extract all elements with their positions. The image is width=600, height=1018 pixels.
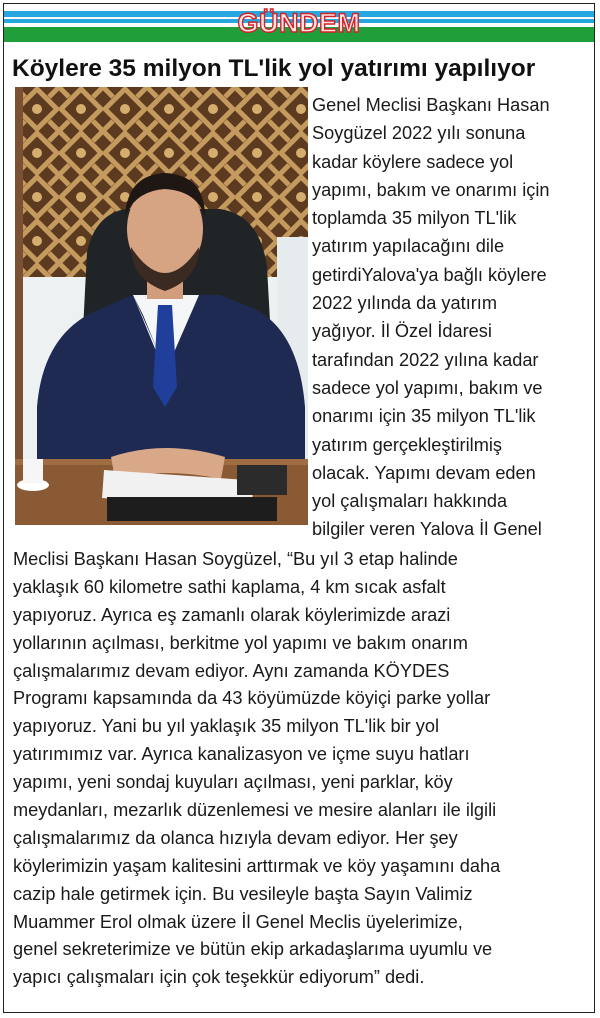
section-title: GÜNDEM — [237, 8, 361, 38]
body-line: onarımı için 35 milyon TL'lik — [312, 406, 536, 427]
portrait-illustration — [15, 87, 308, 525]
body-line: 2022 yılında da yatırım — [312, 293, 498, 314]
body-line: yapıyoruz. Yani bu yıl yaklaşık 35 milyon TL'lik bir yol — [13, 716, 440, 737]
body-line: yapıyoruz. Ayrıca eş zamanlı olarak köylerimizde arazi — [13, 604, 451, 625]
section-banner — [4, 4, 594, 42]
body-line: yağıyor. İl Özel İdaresi — [312, 321, 492, 342]
body-line: genel sekreterimize ve bütün ekip arkadaşlarıma uyumlu ve — [13, 939, 493, 960]
body-line: çalışmalarımız da olanca hızıyla devam ediyor. Her şey — [13, 827, 458, 848]
body-line: yollarının açılması, berkitme yol yapımı ve bakım onarım — [13, 632, 468, 653]
body-line: yatırımımız var. Ayrıca kanalizasyon ve içme suyu hatları — [13, 744, 470, 765]
body-line: tarafından 2022 yılına kadar — [312, 349, 539, 370]
body-line: köylerimizin yaşam kalitesini arttırmak ve köy yaşamını daha — [13, 855, 501, 876]
body-line: Programı kapsamında da 43 köyümüzde köyiçi parke yollar — [13, 688, 491, 709]
body-line: yatırım gerçekleştirilmiş — [312, 434, 502, 455]
body-line: kadar köylere sadece yol — [312, 151, 514, 172]
body-line: meydanları, mezarlık düzenlemesi ve mesire alanları ile ilgili — [13, 800, 497, 821]
body-line: Meclisi Başkanı Hasan Soygüzel, “Bu yıl 3 etap halinde — [13, 549, 458, 569]
body-line: Muammer Erol olmak üzere İl Genel Meclis üyelerimize, — [13, 911, 463, 932]
body-line: yaklaşık 60 kilometre sathi kaplama, 4 km sıcak asfalt — [13, 576, 446, 597]
body-line: yol çalışmaları hakkında — [312, 491, 508, 512]
body-line: yatırım yapılacağını dile — [312, 236, 505, 257]
body-line: Soygüzel 2022 yılı sonuna — [312, 123, 526, 144]
news-clipping — [3, 3, 595, 1013]
body-line: Genel Meclisi Başkanı Hasan — [312, 95, 550, 115]
body-line: sadece yol yapımı, bakım ve — [312, 377, 543, 398]
body-line: cazip hale getirmek için. Bu vesileyle başta Sayın Valimiz — [13, 883, 473, 904]
body-line: getirdiYalova'ya bağlı köylere — [312, 264, 547, 285]
body-line: olacak. Yapımı devam eden — [312, 462, 536, 483]
body-line: toplamda 35 milyon TL'lik — [312, 208, 517, 229]
body-line: yapımı, bakım ve onarımı için — [312, 179, 550, 200]
body-line: çalışmalarımız devam ediyor. Aynı zamanda KÖYDES — [13, 660, 450, 681]
article-photo — [15, 87, 308, 525]
body-line: bilgiler veren Yalova İl Genel — [312, 519, 542, 540]
article-body-full — [13, 546, 595, 992]
body-line: yapımı, yeni sondaj kuyuları açılması, yeni parklar, köy — [13, 772, 453, 793]
body-line: yapıcı çalışmaları için çok teşekkür ediyorum” dedi. — [13, 967, 425, 988]
article-body-column — [312, 91, 595, 544]
article-headline: Köylere 35 milyon TL'lik yol yatırımı yapılıyor — [12, 55, 536, 82]
